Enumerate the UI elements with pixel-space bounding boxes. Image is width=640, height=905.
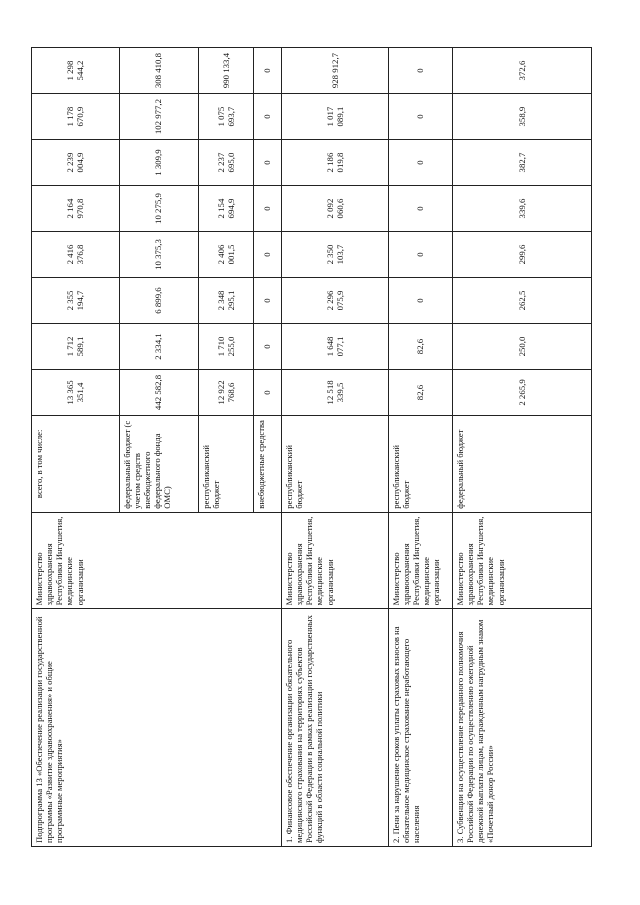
amount-cell: 0 (388, 232, 452, 278)
amount-cell: 2 237 695,0 (198, 140, 254, 186)
amount-cell: 2 334,1 (119, 324, 198, 370)
amount-cell: 82,6 (388, 324, 452, 370)
amount-cell: 0 (254, 369, 282, 415)
amount-cell: 82,6 (388, 369, 452, 415)
amount-cell: 0 (388, 278, 452, 324)
measure-name-cell: 2. Пени за нарушение сроков уплаты страховых взносов на обязательное медицинское страхование неработающего населения (388, 609, 452, 847)
amount-cell: 0 (388, 186, 452, 232)
table-row (282, 48, 389, 847)
amount-cell: 2 355 194,7 (32, 278, 120, 324)
executor-cell: Министерство здравоохранения Республики Ингушетия, медицинские организации (32, 512, 282, 609)
amount-cell: 262,5 (453, 278, 592, 324)
funding-source-cell: федеральный бюджет (453, 415, 592, 512)
amount-cell: 13 365 351,4 (32, 369, 120, 415)
amount-cell: 0 (254, 278, 282, 324)
table-row (388, 48, 452, 847)
amount-cell: 2 265,9 (453, 369, 592, 415)
amount-cell: 1 298 544,2 (32, 48, 120, 94)
amount-cell: 0 (254, 232, 282, 278)
amount-cell: 990 133,4 (198, 48, 254, 94)
executor-cell: Министерство здравоохранения Республики Ингушетия, медицинские организации (282, 512, 389, 609)
amount-cell: 2 154 694,9 (198, 186, 254, 232)
amount-cell: 1 017 089,1 (282, 94, 389, 140)
amount-cell: 382,7 (453, 140, 592, 186)
executor-cell: Министерство здравоохранения Республики Ингушетия, медицинские организации (453, 512, 592, 609)
table-row (453, 48, 592, 847)
table-row (32, 48, 120, 847)
amount-cell: 1 712 589,1 (32, 324, 120, 370)
amount-cell: 2 092 060,6 (282, 186, 389, 232)
amount-cell: 2 239 004,9 (32, 140, 120, 186)
funding-source-cell: республиканский бюджет (198, 415, 254, 512)
amount-cell: 6 899,6 (119, 278, 198, 324)
table-body (32, 48, 592, 847)
amount-cell: 339,6 (453, 186, 592, 232)
amount-cell: 0 (388, 48, 452, 94)
amount-cell: 442 582,8 (119, 369, 198, 415)
amount-cell: 1 075 693,7 (198, 94, 254, 140)
amount-cell: 2 348 295,1 (198, 278, 254, 324)
amount-cell: 299,6 (453, 232, 592, 278)
funding-source-cell: федеральный бюджет (с учетом средств внебюджетного федерального фонда ОМС) (119, 415, 198, 512)
amount-cell: 1 309,9 (119, 140, 198, 186)
amount-cell: 2 186 019,8 (282, 140, 389, 186)
amount-cell: 1 178 670,9 (32, 94, 120, 140)
amount-cell: 0 (388, 94, 452, 140)
amount-cell: 2 416 376,8 (32, 232, 120, 278)
amount-cell: 12 518 339,5 (282, 369, 389, 415)
amount-cell: 928 912,7 (282, 48, 389, 94)
amount-cell: 12 922 768,6 (198, 369, 254, 415)
amount-cell: 308 410,8 (119, 48, 198, 94)
funding-source-cell: республиканский бюджет (282, 415, 389, 512)
measure-name-cell: 3. Субвенции на осуществление переданного полномочия Российской Федерации по осуществлению ежегодной денежной выплаты лицам, награжденным нагрудным знаком «Почетный донор России» (453, 609, 592, 847)
amount-cell: 0 (388, 140, 452, 186)
rotated-table-container (31, 47, 592, 847)
executor-cell: Министерство здравоохранения Республики Ингушетия, медицинские организации (388, 512, 452, 609)
funding-source-cell: республиканский бюджет (388, 415, 452, 512)
amount-cell: 102 977,2 (119, 94, 198, 140)
amount-cell: 0 (254, 94, 282, 140)
funding-source-cell: внебюджетные средства (254, 415, 282, 512)
amount-cell: 358,9 (453, 94, 592, 140)
amount-cell: 2 164 970,8 (32, 186, 120, 232)
amount-cell: 10 375,3 (119, 232, 198, 278)
amount-cell: 10 275,9 (119, 186, 198, 232)
amount-cell: 2 296 075,9 (282, 278, 389, 324)
amount-cell: 372,6 (453, 48, 592, 94)
amount-cell: 250,0 (453, 324, 592, 370)
amount-cell: 2 406 001,5 (198, 232, 254, 278)
funding-source-cell: всего, в том числе: (32, 415, 120, 512)
amount-cell: 0 (254, 324, 282, 370)
amount-cell: 2 350 103,7 (282, 232, 389, 278)
amount-cell: 0 (254, 140, 282, 186)
budget-table (31, 47, 592, 847)
amount-cell: 1 710 255,0 (198, 324, 254, 370)
amount-cell: 1 648 077,1 (282, 324, 389, 370)
amount-cell: 0 (254, 48, 282, 94)
amount-cell: 0 (254, 186, 282, 232)
measure-name-cell: Подпрограмма 13 «Обеспечение реализации государственной программы «Развитие здравоохранения» и общие программные мероприятия» (32, 609, 282, 847)
measure-name-cell: 1. Финансовое обеспечение организации обязательного медицинского страхования на территориях субъектов Российской Федерации в рамках реализации государственных функций в области социальной политики (282, 609, 389, 847)
